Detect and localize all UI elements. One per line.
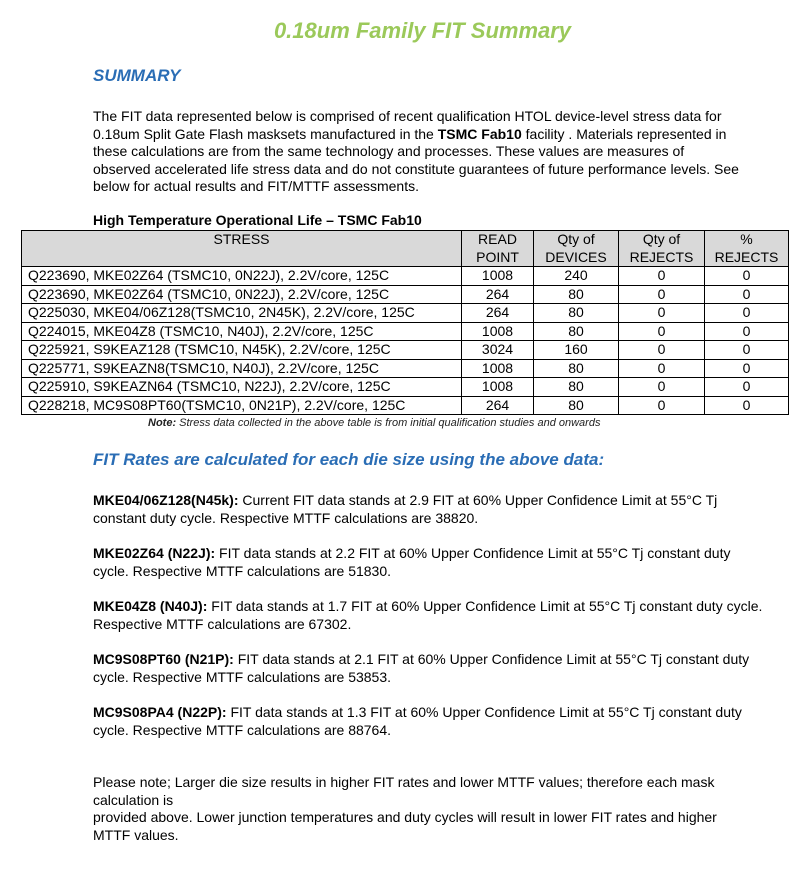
cell-stress: Q224015, MKE04Z8 (TSMC10, N40J), 2.2V/core, 125C [22, 322, 462, 341]
cell-read-point: 1008 [462, 267, 534, 286]
fit-item-text: FIT data stands at 2.2 FIT at 60% Upper Confidence Limit at 55°C Tj constant duty cycle. Respective MTTF calculations are 51830. [93, 545, 731, 579]
cell-devices: 240 [534, 267, 619, 286]
summary-heading: SUMMARY [93, 66, 181, 85]
cell-rejects: 0 [619, 341, 705, 360]
cell-devices: 80 [534, 322, 619, 341]
cell-read-point: 1008 [462, 322, 534, 341]
cell-read-point: 264 [462, 396, 534, 415]
closing-line-1: Please note; Larger die size results in higher FIT rates and lower MTTF values; therefore each mask calculation is [93, 774, 715, 808]
cell-pct-rejects: 0 [705, 341, 789, 360]
fit-item [93, 703, 763, 739]
cell-devices: 80 [534, 285, 619, 304]
intro-paragraph [93, 108, 743, 196]
fit-item [93, 597, 763, 633]
fit-item [93, 491, 763, 527]
table-row [22, 267, 789, 286]
table-row [22, 322, 789, 341]
cell-pct-rejects: 0 [705, 267, 789, 286]
page-title: 0.18um Family FIT Summary [273, 18, 572, 43]
table-row [22, 304, 789, 323]
header-qty-rejects-line1: Qty of [642, 231, 681, 247]
header-qty-devices-line2: DEVICES [545, 248, 607, 265]
intro-facility: TSMC Fab10 [437, 125, 522, 142]
note-label: Note: [148, 417, 177, 429]
header-qty-devices [534, 231, 619, 267]
cell-pct-rejects: 0 [705, 378, 789, 397]
cell-rejects: 0 [619, 322, 705, 341]
header-pct-rejects-line1: % [740, 231, 753, 247]
table-row [22, 341, 789, 360]
cell-read-point: 264 [462, 285, 534, 304]
note-text: Stress data collected in the above table is from initial qualification studies and onwards [176, 417, 601, 429]
header-qty-rejects-line2: REJECTS [629, 248, 694, 265]
fit-item-part: MKE02Z64 (N22J): [93, 545, 216, 561]
header-stress: STRESS [22, 231, 462, 267]
cell-pct-rejects: 0 [705, 396, 789, 415]
cell-stress: Q223690, MKE02Z64 (TSMC10, 0N22J), 2.2V/core, 125C [22, 285, 462, 304]
cell-read-point: 1008 [462, 378, 534, 397]
cell-stress: Q225030, MKE04/06Z128(TSMC10, 2N45K), 2.2V/core, 125C [22, 304, 462, 323]
fit-item-text: FIT data stands at 1.3 FIT at 60% Upper Confidence Limit at 55°C Tj constant duty cycle. Respective MTTF calculations are 88764. [93, 704, 742, 738]
intro-text-part1: The FIT data represented below is comprised of recent qualification HTOL device-level stress data for 0.18um Split Gate Flash masksets manufactured in the [93, 108, 722, 142]
cell-devices: 80 [534, 304, 619, 323]
cell-stress: Q225921, S9KEAZ128 (TSMC10, N45K), 2.2V/core, 125C [22, 341, 462, 360]
closing-line-2: provided above. Lower junction temperatures and duty cycles will result in lower FIT rates and higher MTTF values. [93, 809, 717, 843]
cell-read-point: 264 [462, 304, 534, 323]
table-header-row [22, 231, 789, 267]
header-pct-rejects [705, 231, 789, 267]
cell-pct-rejects: 0 [705, 359, 789, 378]
cell-pct-rejects: 0 [705, 304, 789, 323]
table-note [148, 417, 600, 429]
fit-item-text: FIT data stands at 1.7 FIT at 60% Upper Confidence Limit at 55°C Tj constant duty cycle. Respective MTTF calculations are 67302. [93, 598, 763, 632]
cell-pct-rejects: 0 [705, 322, 789, 341]
fit-item-text: FIT data stands at 2.1 FIT at 60% Upper Confidence Limit at 55°C Tj constant duty cycle. Respective MTTF calculations are 53853. [93, 651, 750, 685]
cell-stress: Q228218, MC9S08PT60(TSMC10, 0N21P), 2.2V/core, 125C [22, 396, 462, 415]
fit-item [93, 650, 763, 686]
table-row [22, 378, 789, 397]
header-read-point-line2: POINT [476, 248, 519, 265]
cell-stress: Q225771, S9KEAZN8(TSMC10, N40J), 2.2V/core, 125C [22, 359, 462, 378]
header-pct-rejects-line2: REJECTS [714, 248, 779, 265]
fit-item-text: Current FIT data stands at 2.9 FIT at 60% Upper Confidence Limit at 55°C Tj constant duty cycle. Respective MTTF calculations are 38820. [93, 492, 718, 526]
header-qty-rejects [619, 231, 705, 267]
htol-table [21, 230, 789, 415]
cell-pct-rejects: 0 [705, 285, 789, 304]
fit-item-part: MC9S08PT60 (N21P): [93, 651, 234, 667]
fit-item-part: MC9S08PA4 (N22P): [93, 704, 227, 720]
cell-devices: 80 [534, 378, 619, 397]
cell-rejects: 0 [619, 378, 705, 397]
cell-stress: Q223690, MKE02Z64 (TSMC10, 0N22J), 2.2V/core, 125C [22, 267, 462, 286]
cell-devices: 80 [534, 396, 619, 415]
table-row [22, 359, 789, 378]
cell-rejects: 0 [619, 304, 705, 323]
header-read-point-line1: READ [478, 231, 517, 247]
cell-rejects: 0 [619, 359, 705, 378]
fit-item-part: MKE04Z8 (N40J): [93, 598, 208, 614]
cell-read-point: 3024 [462, 341, 534, 360]
cell-rejects: 0 [619, 396, 705, 415]
table-row [22, 396, 789, 415]
intro-text-part2: facility . Materials represented in these calculations are from the same technology and processes. These values are measures of observed accelerated life stress data and do not constitute guarantees of future performance levels. See below for actual results and FIT/MTTF assessments. [93, 125, 739, 194]
cell-read-point: 1008 [462, 359, 534, 378]
closing-note [93, 774, 743, 844]
header-read-point [462, 231, 534, 267]
fit-item [93, 544, 763, 580]
cell-devices: 160 [534, 341, 619, 360]
cell-devices: 80 [534, 359, 619, 378]
cell-stress: Q225910, S9KEAZN64 (TSMC10, N22J), 2.2V/core, 125C [22, 378, 462, 397]
table-title: High Temperature Operational Life – TSMC Fab10 [93, 212, 422, 228]
fit-rates-heading: FIT Rates are calculated for each die size using the above data: [93, 450, 605, 469]
cell-rejects: 0 [619, 285, 705, 304]
header-qty-devices-line1: Qty of [557, 231, 595, 247]
cell-rejects: 0 [619, 267, 705, 286]
table-row [22, 285, 789, 304]
fit-item-part: MKE04/06Z128(N45k): [93, 492, 239, 508]
